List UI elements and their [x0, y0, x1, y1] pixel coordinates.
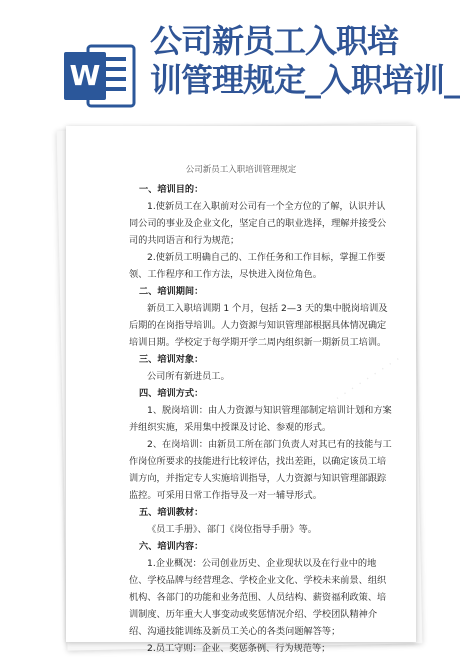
paragraph: 1.使新员工在入职前对公司有一个全方位的了解，认识并认同公司的事业及企业文化，坚定自己的职业选择，理解并接受公司的共同语言和行为规范； [129, 201, 387, 246]
paragraph: 公司所有新进员工。 [147, 371, 230, 382]
title-line-2: 训管理规定_入职培训_ [150, 61, 460, 99]
paragraph: 2.员工守则：企业、奖惩条例、行为规范等； [147, 643, 331, 654]
title-line-1: 公司新员工入职培 [150, 22, 399, 60]
section-heading: 五、培训教材： [139, 507, 204, 518]
paragraph: 2.使新员工明确自己的、工作任务和工作目标，掌握工作要领、工作程序和工作方法，尽快进入岗位角色。 [129, 252, 386, 280]
paragraph: 《员工手册》、部门《岗位指导手册》等。 [147, 524, 317, 535]
word-icon [62, 38, 138, 114]
section-heading: 六、培训内容： [139, 541, 204, 552]
paragraph: 新员工入职培训期 1 个月，包括 2—3 天的集中脱岗培训及后期的在岗指导培训。人力资源与知识管理部根据具体情况确定培训日期。学校定于每学期开学二周内组织新一期新员工培训。 [129, 303, 388, 348]
document-header: 公司新员工入职培训管理规定 [185, 165, 297, 175]
svg-text:W: W [69, 59, 101, 92]
section-heading: 三、培训对象： [139, 354, 204, 365]
watermark: · · · · · · · · · [332, 352, 404, 405]
document-body [129, 181, 394, 657]
banner [0, 0, 474, 128]
paragraph: 1.企业概况：公司创业历史、企业现状以及在行业中的地位、学校品牌与经营理念、学校企业文化、学校未来前景、组织机构、各部门的功能和业务范围、人员结构、薪资福利政策、培训制度、历年重大人事变动或奖惩情况介绍、学校团队精神介绍、沟通技能训练及新员工关心的各类问题解答等； [129, 558, 387, 637]
section-heading: 四、培训方式： [139, 388, 204, 399]
paragraph: 2、在岗培训：由新员工所在部门负责人对其已有的技能与工作岗位所要求的技能进行比较评估，找出差距，以确定该员工培训方向，并指定专人实施培训指导，人力资源与知识管理部跟踪监控。可采用日常工作指导及一对一辅导形式。 [129, 439, 392, 501]
paragraph: 1、脱岗培训：由人力资源与知识管理部制定培训计划和方案并组织实施，采用集中授课及讨论、参观的形式。 [129, 405, 392, 433]
section-heading: 一、培训目的： [139, 184, 204, 195]
section-heading: 二、培训期间： [139, 286, 204, 297]
page-title [150, 22, 474, 100]
